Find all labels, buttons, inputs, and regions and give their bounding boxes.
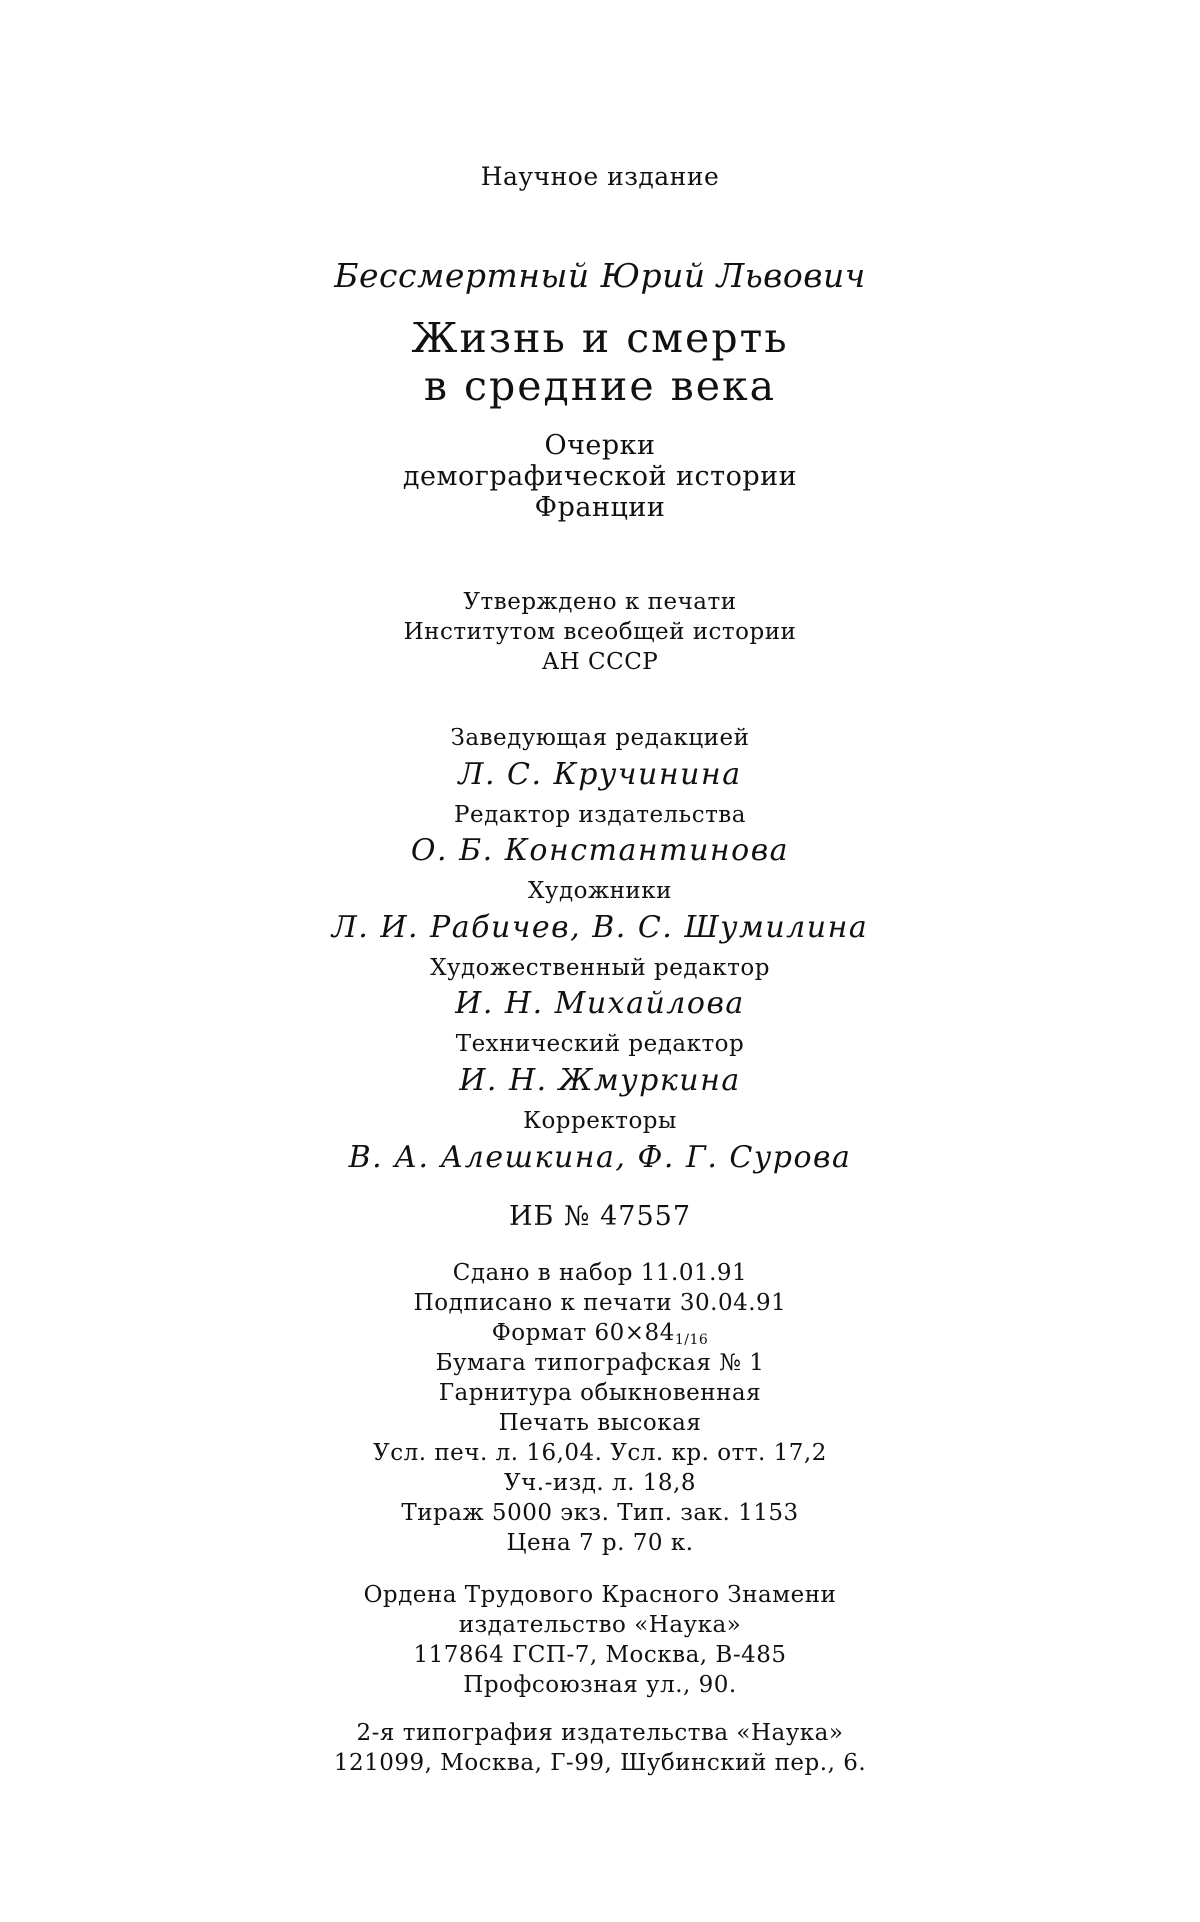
publisher-address-line: Профсоюзная ул., 90. (463, 1672, 737, 1698)
staff-name: В. А. Алешкина, Ф. Г. Сурова (348, 1140, 852, 1175)
printer-line: 2-я типография издательства «Наука» (356, 1720, 844, 1746)
print-data-line: Подписано к печати 30.04.91 (413, 1290, 787, 1316)
print-data-line: Гарнитура обыкновенная (438, 1380, 762, 1406)
print-data-line: Тираж 5000 экз. Тип. зак. 1153 (401, 1500, 799, 1526)
publisher-address-line: 117864 ГСП-7, Москва, В-485 (413, 1642, 787, 1668)
staff-role: Корректоры (523, 1108, 677, 1134)
staff-name: И. Н. Михайлова (455, 986, 745, 1021)
print-price-line: Цена 7 р. 70 к. (506, 1530, 694, 1556)
print-data-line: Уч.-изд. л. 18,8 (503, 1470, 696, 1496)
staff-role: Редактор издательства (454, 802, 746, 828)
ib-number: ИБ № 47557 (509, 1201, 691, 1232)
staff-role: Художественный редактор (430, 955, 770, 981)
publisher-line: издательство «Наука» (458, 1612, 742, 1638)
print-format-fraction: 1/16 (674, 1332, 709, 1348)
print-data-line: Сдано в набор 11.01.91 (452, 1260, 748, 1286)
subtitle-line-2: демографической истории (402, 461, 798, 492)
book-title-line-1: Жизнь и смерть (411, 314, 789, 362)
print-data-line: Усл. печ. л. 16,04. Усл. кр. отт. 17,2 (373, 1440, 827, 1466)
printer-address-line: 121099, Москва, Г-99, Шубинский пер., 6. (333, 1750, 867, 1776)
approval-line-1: Утверждено к печати (463, 589, 737, 615)
series-label: Научное издание (480, 162, 720, 191)
print-format-line (0, 1320, 1200, 1348)
print-data-line: Бумага типографская № 1 (435, 1350, 765, 1376)
print-data-line: Печать высокая (498, 1410, 702, 1436)
subtitle-line-3: Франции (534, 492, 666, 523)
approval-line-2: Институтом всеобщей истории (403, 619, 797, 645)
author-name: Бессмертный Юрий Львович (334, 256, 866, 295)
print-format-text: Формат 60×84 (491, 1320, 675, 1346)
staff-name: О. Б. Константинова (410, 833, 790, 868)
staff-name: Л. И. Рабичев, В. С. Шумилина (331, 910, 869, 945)
staff-name: Л. С. Кручинина (458, 757, 742, 792)
staff-role: Художники (528, 878, 672, 904)
staff-name: И. Н. Жмуркина (459, 1063, 741, 1098)
approval-line-3: АН СССР (541, 649, 659, 675)
staff-role: Заведующая редакцией (450, 725, 750, 751)
book-title-line-2: в средние века (423, 362, 777, 410)
subtitle-line-1: Очерки (544, 430, 656, 461)
staff-role: Технический редактор (455, 1031, 745, 1057)
publisher-line: Ордена Трудового Красного Знамени (363, 1582, 837, 1608)
